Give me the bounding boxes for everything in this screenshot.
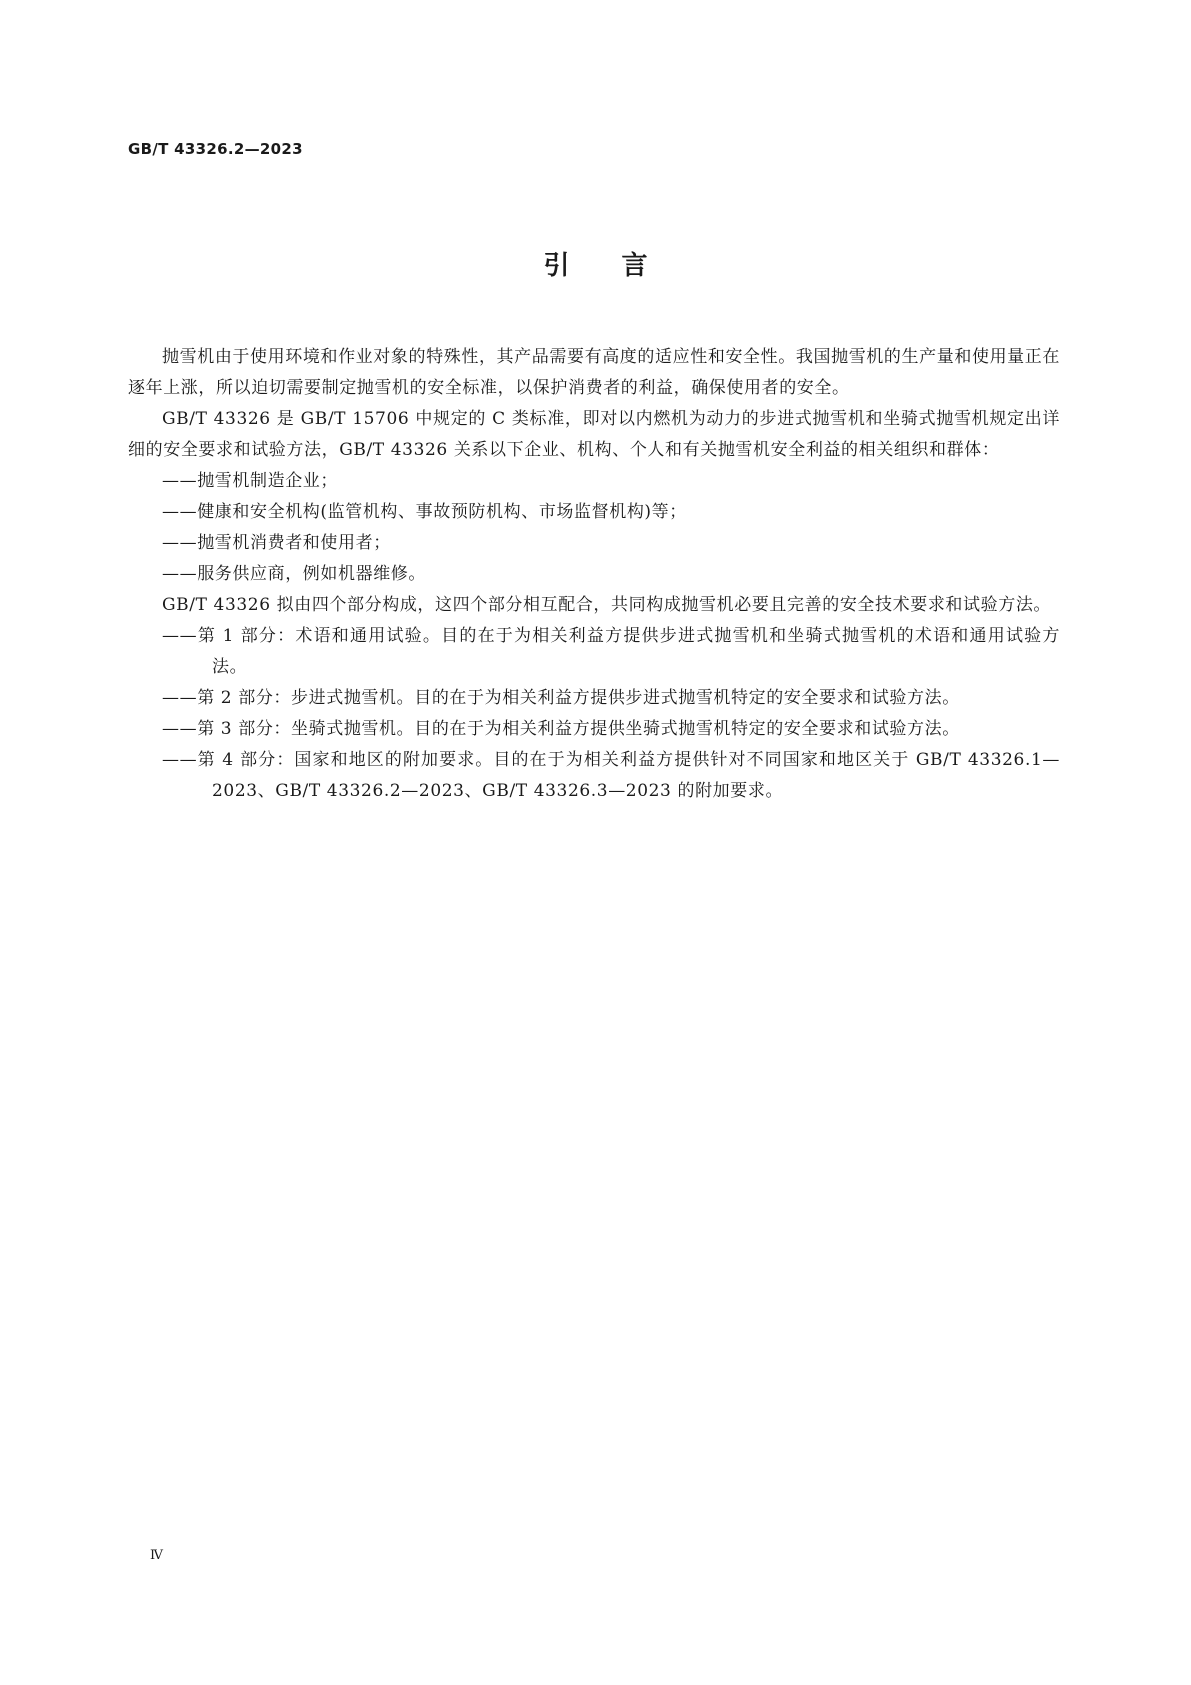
page-number: Ⅳ [150,1548,163,1563]
stakeholder-item: ——服务供应商，例如机器维修。 [162,564,426,584]
part-item: ——第 1 部分：术语和通用试验。目的在于为相关利益方提供步进式抛雪机和坐骑式抛雪机的术语和通用试验方法。 [162,626,1060,677]
page-title: 引言 [543,251,700,281]
intro-paragraph-3: GB/T 43326 拟由四个部分构成，这四个部分相互配合，共同构成抛雪机必要且完善的安全技术要求和试验方法。 [162,595,1052,615]
stakeholder-item: ——健康和安全机构(监管机构、事故预防机构、市场监督机构)等； [162,502,687,522]
stakeholder-item: ——抛雪机制造企业； [162,471,338,491]
intro-paragraph-2: GB/T 43326 是 GB/T 15706 中规定的 C 类标准，即对以内燃机为动力的步进式抛雪机和坐骑式抛雪机规定出详细的安全要求和试验方法，GB/T 43326 关系以下企业、机构、个人和有关抛雪机安全利益的相关组织和群体： [128,409,1060,460]
part-item: ——第 4 部分：国家和地区的附加要求。目的在于为相关利益方提供针对不同国家和地区关于 GB/T 43326.1—2023、GB/T 43326.2—2023、GB/T 43326.3—2023 的附加要求。 [162,750,1060,801]
part-item: ——第 3 部分：坐骑式抛雪机。目的在于为相关利益方提供坐骑式抛雪机特定的安全要求和试验方法。 [162,719,960,739]
stakeholder-item: ——抛雪机消费者和使用者； [162,533,391,553]
standard-code: GB/T 43326.2—2023 [128,140,303,158]
part-item: ——第 2 部分：步进式抛雪机。目的在于为相关利益方提供步进式抛雪机特定的安全要求和试验方法。 [162,688,960,708]
intro-paragraph-1: 抛雪机由于使用环境和作业对象的特殊性，其产品需要有高度的适应性和安全性。我国抛雪机的生产量和使用量正在逐年上涨，所以迫切需要制定抛雪机的安全标准，以保护消费者的利益，确保使用者的安全。 [128,347,1060,398]
introduction-body [128,342,1060,807]
